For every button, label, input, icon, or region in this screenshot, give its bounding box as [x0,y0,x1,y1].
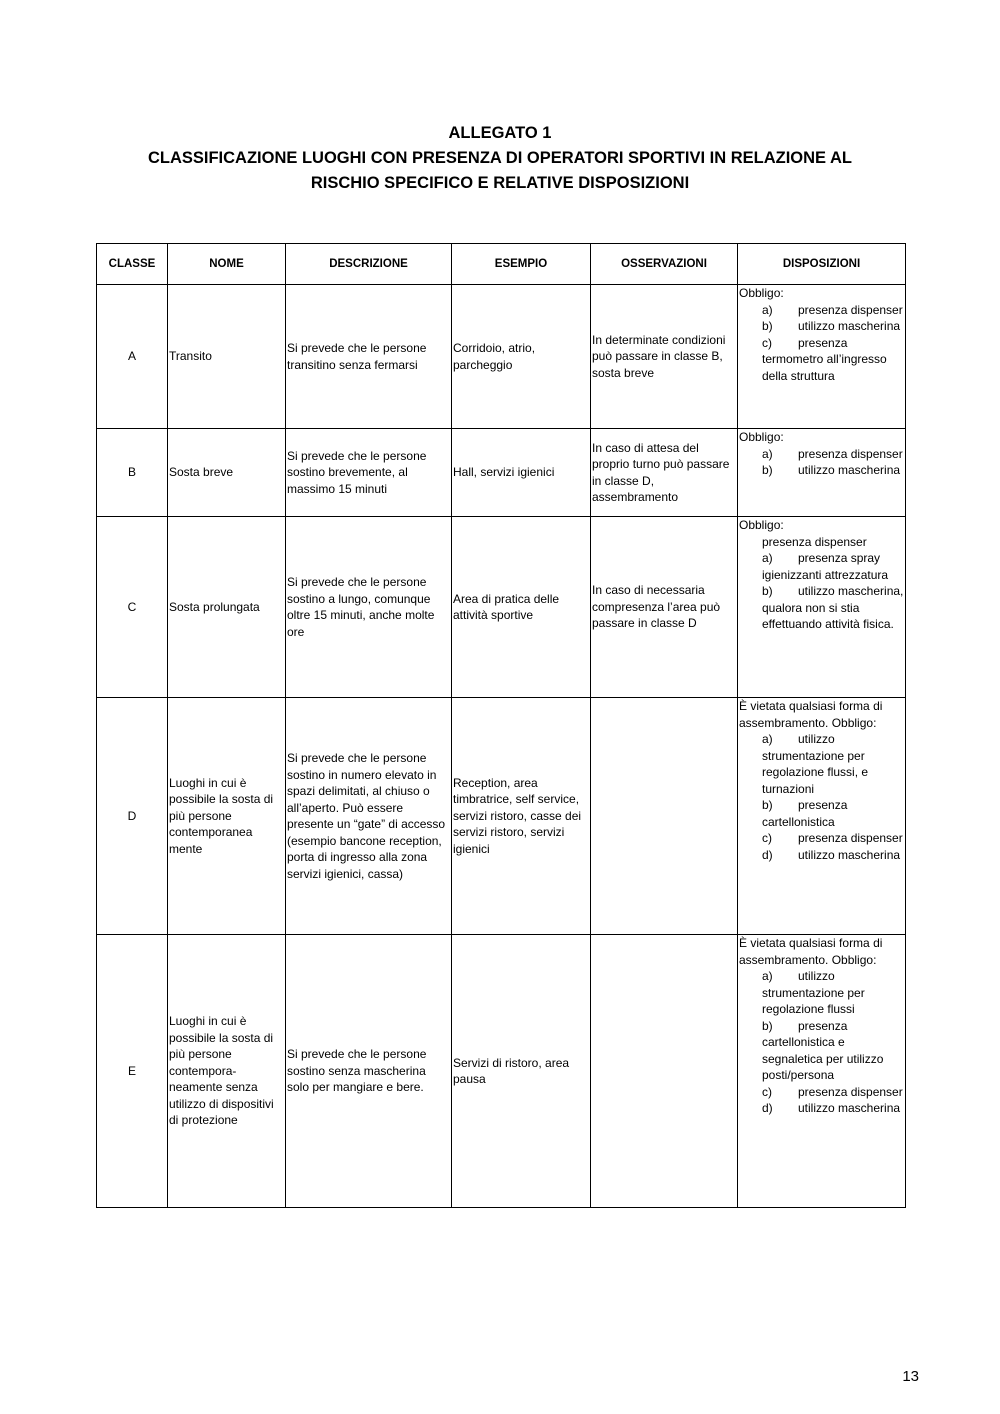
list-item [739,797,904,830]
disposizioni-list [739,534,904,633]
cell-classe: C [97,517,168,698]
disposizioni-list [739,302,904,385]
disposizioni-intro: Obbligo: [739,286,784,300]
table-row [97,935,906,1208]
list-item-label: c) [762,831,772,845]
cell-esempio: Hall, servizi igienici [452,429,591,517]
table-row [97,285,906,429]
disposizioni-intro: È vietata qualsiasi forma di assembramento. Obbligo: [739,936,883,967]
list-item [739,1084,904,1101]
cell-disposizioni [738,517,906,698]
heading-line-3: RISCHIO SPECIFICO E RELATIVE DISPOSIZIONI [310,174,690,192]
list-item-text: presenza dispenser [798,302,903,317]
list-item-label: b) [762,1018,773,1033]
column-header-nome: NOME [168,244,286,285]
list-item-text: presenza spray igienizzanti attrezzatura [762,551,889,582]
disposizioni-intro: È vietata qualsiasi forma di assembramento. Obbligo: [739,699,883,730]
cell-classe: D [97,698,168,935]
list-item [739,550,904,583]
cell-osservazioni: In caso di necessaria compresenza l’area può passare in classe D [591,517,738,698]
cell-disposizioni [738,698,906,935]
cell-disposizioni [738,285,906,429]
list-item [739,534,904,551]
cell-classe: E [97,935,168,1208]
list-item-text: presenza termometro all’ingresso della struttura [762,335,887,383]
cell-classe: B [97,429,168,517]
list-item-text: utilizzo strumentazione per regolazione flussi [762,969,865,1016]
table-row [97,698,906,935]
disposizioni-list [739,968,904,1117]
column-header-classe: CLASSE [97,244,168,285]
list-item-label: a) [762,551,773,565]
list-item [739,968,904,1018]
list-item [739,462,904,479]
cell-nome: Transito [168,285,286,429]
cell-nome: Luoghi in cui è possibile la sosta di più persone contemporanea mente [168,698,286,935]
list-item-text: utilizzo mascherina [798,463,901,477]
list-item-text: presenza dispenser [762,534,867,549]
list-item-label: a) [762,302,773,317]
cell-esempio: Servizi di ristoro, area pausa [452,935,591,1208]
cell-disposizioni [738,935,906,1208]
list-item [739,446,904,463]
list-item [739,847,904,864]
cell-esempio: Area di pratica delle attività sportive [452,517,591,698]
cell-nome: Sosta prolungata [168,517,286,698]
page-number: 13 [902,1368,919,1385]
list-item-text: presenza dispenser [798,446,903,461]
cell-descrizione: Si prevede che le persone sostino senza mascherina solo per mangiare e bere. [286,935,452,1208]
list-item-text: presenza cartellonistica [762,798,848,829]
list-item-label: a) [762,732,773,746]
list-item [739,318,904,335]
cell-nome: Sosta breve [168,429,286,517]
disposizioni-list [739,446,904,479]
list-item [739,731,904,797]
list-item-text: utilizzo mascherina [798,319,901,333]
list-item-label: b) [762,584,773,598]
disposizioni-list [739,731,904,863]
cell-esempio: Reception, area timbratrice, self service, servizi ristoro, casse dei servizi ristoro, servizi igienici [452,698,591,935]
list-item-label: b) [762,319,773,333]
column-header-descrizione: DESCRIZIONE [286,244,452,285]
disposizioni-intro: Obbligo: [739,518,784,532]
classification-table [96,243,906,1208]
disposizioni-intro: Obbligo: [739,430,784,444]
list-item-text: utilizzo strumentazione per regolazione flussi, e turnazioni [762,732,869,796]
list-item [739,302,904,319]
list-item [739,335,904,385]
cell-disposizioni [738,429,906,517]
cell-esempio: Corridoio, atrio, parcheggio [452,285,591,429]
list-item [739,830,904,847]
cell-nome: Luoghi in cui è possibile la sosta di più persone contempora-neamente senza utilizzo di dispositivi di protezione [168,935,286,1208]
list-item-label: b) [762,798,773,812]
cell-descrizione: Si prevede che le persone sostino in numero elevato in spazi delimitati, al chiuso o all’aperto. Può essere presente un “gate” di accesso (esempio bancone reception, porta di ingresso alla zona servizi igienici, cassa) [286,698,452,935]
column-header-esempio: ESEMPIO [452,244,591,285]
list-item-text: presenza cartellonistica e segnaletica per utilizzo posti/persona [762,1018,884,1082]
document-heading [0,121,1000,196]
list-item-label: d) [762,847,773,862]
column-header-osservazioni: OSSERVAZIONI [591,244,738,285]
table-header-row [97,244,906,285]
table-row [97,429,906,517]
cell-osservazioni [591,935,738,1208]
list-item-label: c) [762,1084,772,1099]
list-item-text: utilizzo mascherina, qualora non si stia effettuando attività fisica. [762,584,904,631]
cell-descrizione: Si prevede che le persone sostino a lungo, comunque oltre 15 minuti, anche molte ore [286,517,452,698]
list-item [739,1018,904,1084]
list-item-label: a) [762,969,773,983]
list-item-text: utilizzo mascherina [798,1101,901,1115]
column-header-disposizioni: DISPOSIZIONI [738,244,906,285]
list-item-text: utilizzo mascherina [798,847,901,862]
list-item-label: d) [762,1101,773,1115]
cell-descrizione: Si prevede che le persone transitino senza fermarsi [286,285,452,429]
cell-classe: A [97,285,168,429]
list-item-label: c) [762,335,772,350]
list-item-label: b) [762,463,773,477]
heading-line-1: ALLEGATO 1 [448,124,552,142]
table-row [97,517,906,698]
list-item-label: a) [762,446,773,461]
cell-osservazioni [591,698,738,935]
list-item-text: presenza dispenser [798,1084,903,1099]
list-item [739,1100,904,1117]
cell-descrizione: Si prevede che le persone sostino brevemente, al massimo 15 minuti [286,429,452,517]
list-item [739,583,904,633]
cell-osservazioni: In caso di attesa del proprio turno può passare in classe D, assembramento [591,429,738,517]
list-item-text: presenza dispenser [798,831,903,845]
heading-line-2: CLASSIFICAZIONE LUOGHI CON PRESENZA DI OPERATORI SPORTIVI IN RELAZIONE AL [147,149,853,167]
cell-osservazioni: In determinate condizioni può passare in classe B, sosta breve [591,285,738,429]
